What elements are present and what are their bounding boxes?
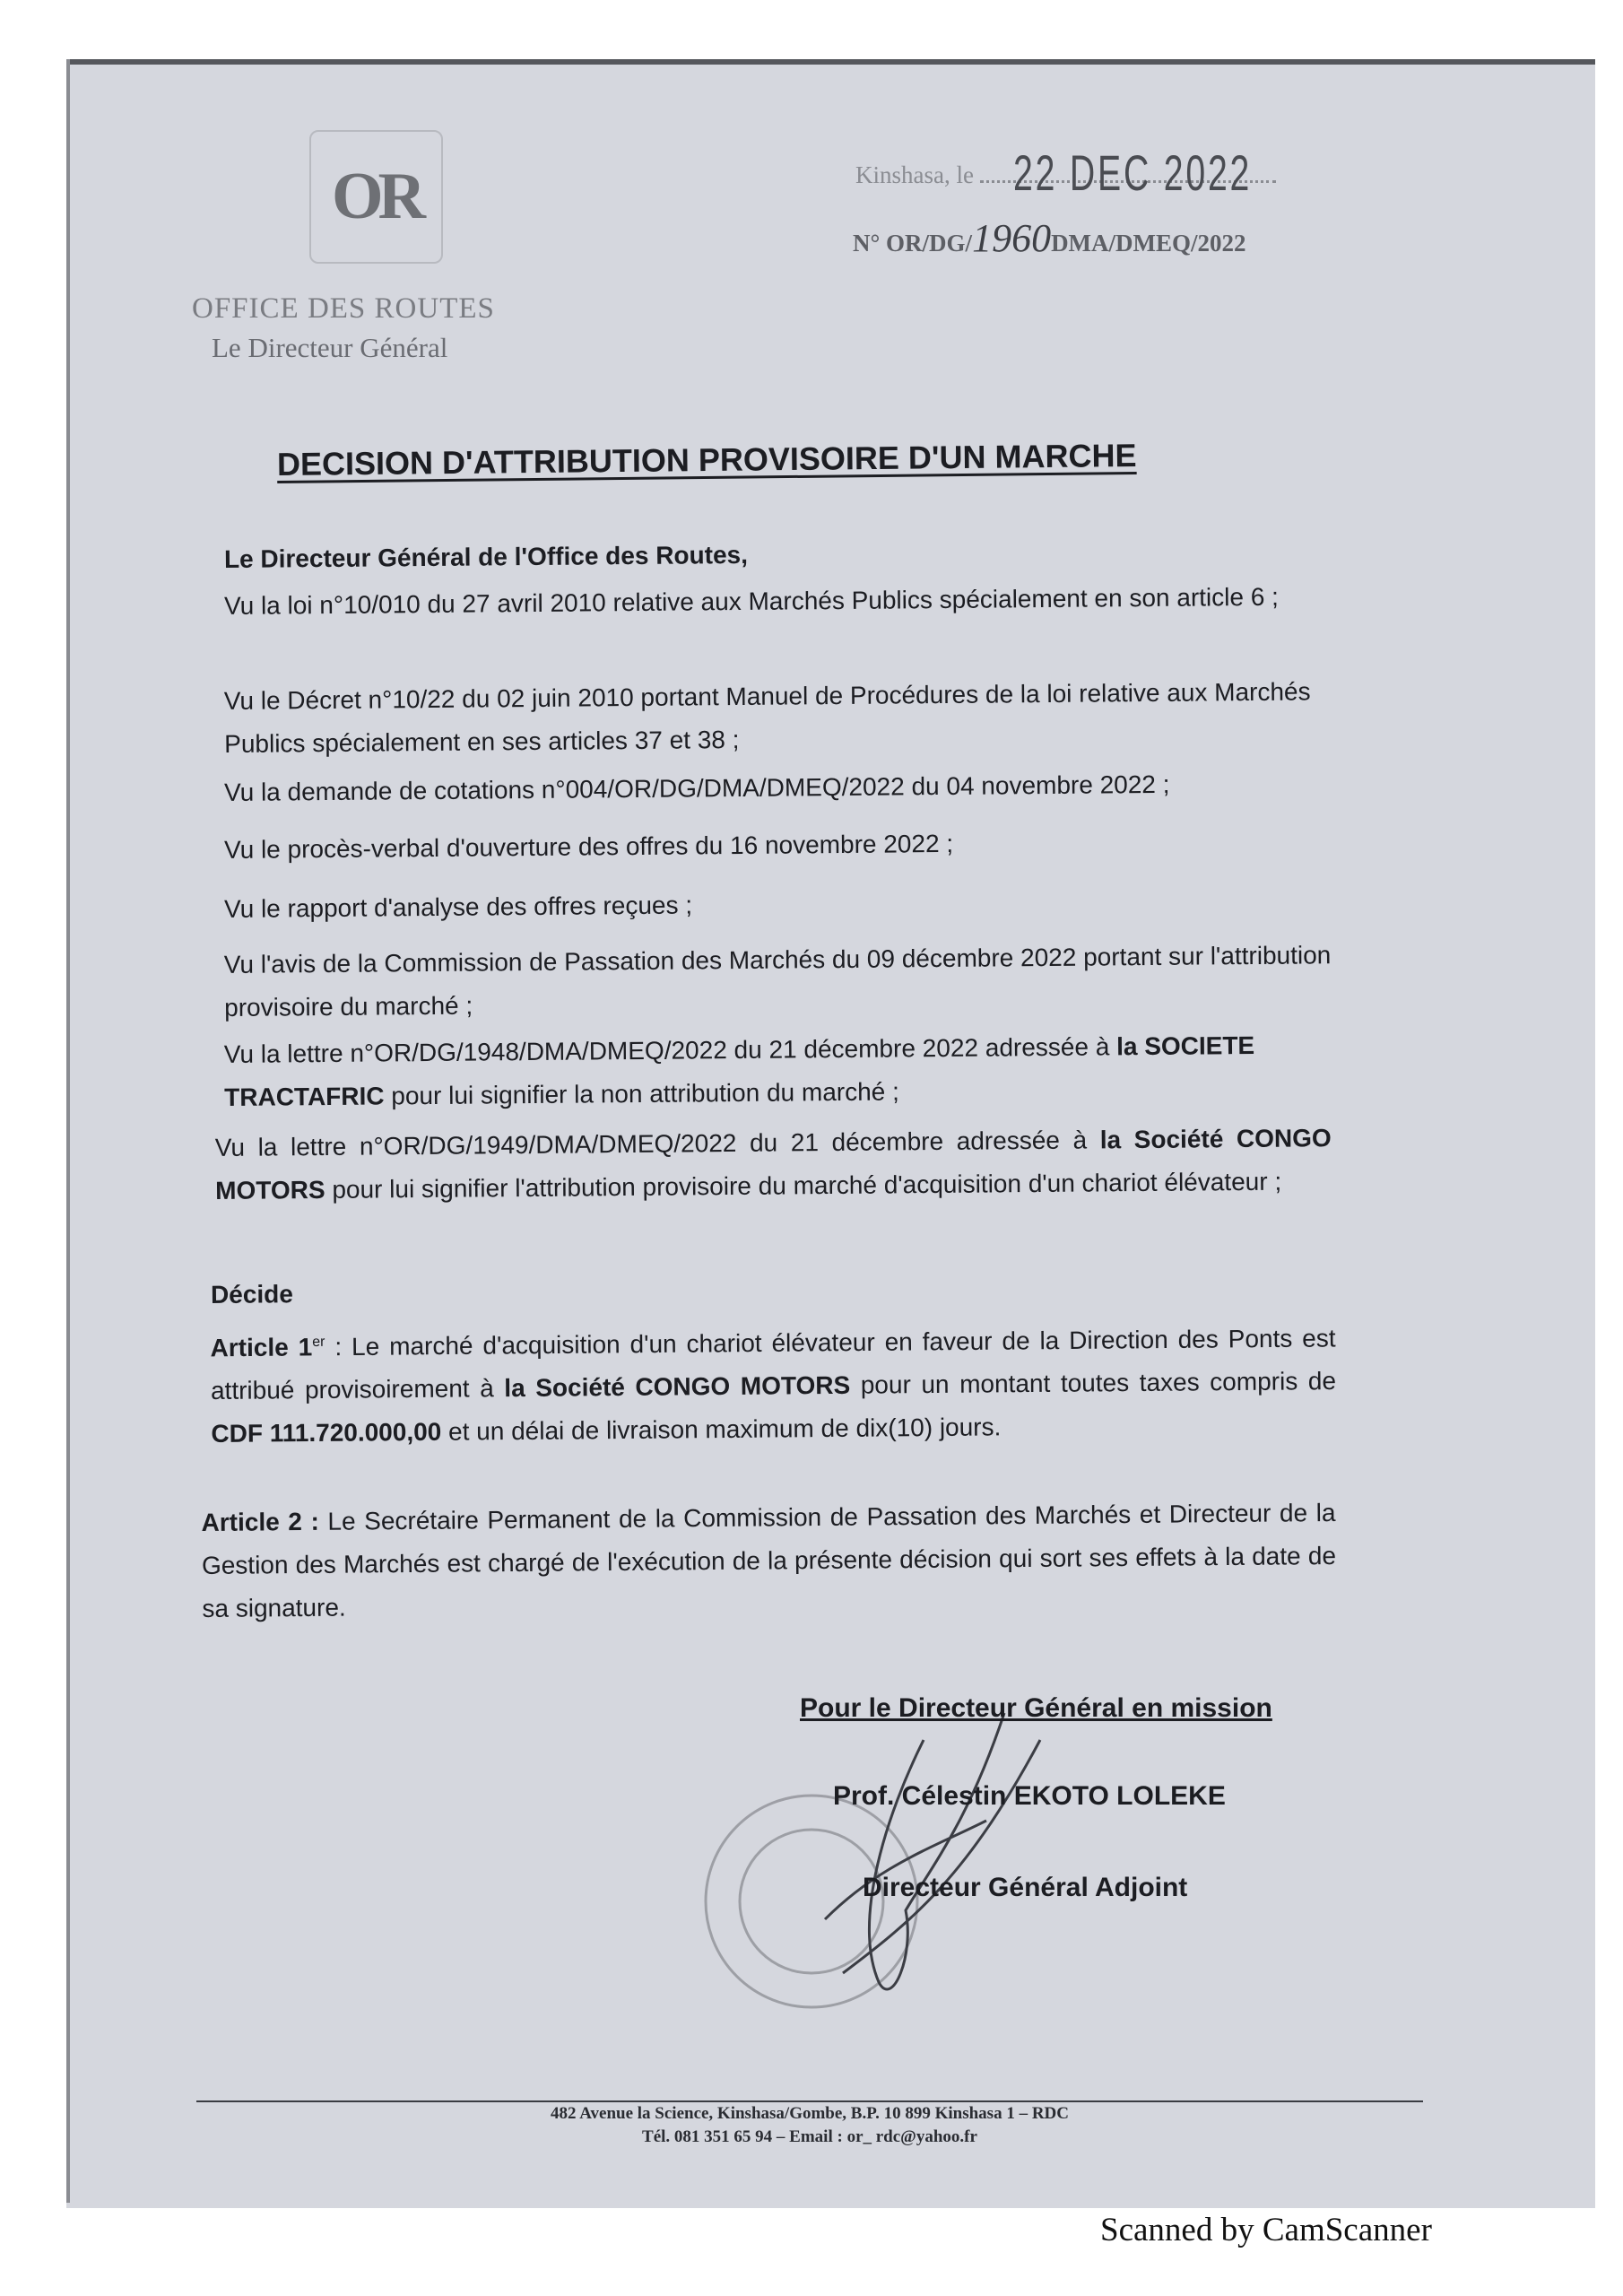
article1-sup: er [312, 1334, 325, 1351]
article1-company: la Société CONGO MOTORS [504, 1371, 851, 1403]
org-subtitle: Le Directeur Général [212, 332, 448, 363]
consideration-6: Vu l'avis de la Commission de Passation des Marchés du 09 décembre 2022 portant sur l'attribution provisoire du marché ; [223, 941, 1332, 1022]
article1-text3: et un délai de livraison maximum de dix(10) jours. [441, 1413, 1002, 1447]
letter2-company: la Société CONGO MOTORS [215, 1124, 1332, 1205]
consideration-1: Vu la loi n°10/010 du 27 avril 2010 relative aux Marchés Publics spécialement en son article 6 ; [223, 582, 1280, 620]
letter2-text: Vu la lettre n°OR/DG/1949/DMA/DMEQ/2022 du 21 décembre adressée à [214, 1126, 1100, 1162]
signature-for-line: Pour le Directeur Général en mission [800, 1693, 1272, 1723]
letter1-rest: pour lui signifier la non attribution du marché ; [384, 1077, 899, 1110]
handwritten-signature [825, 1713, 1040, 1989]
letter1-text: Vu la lettre n°OR/DG/1948/DMA/DMEQ/2022 du 21 décembre 2022 adressée à [223, 1032, 1117, 1069]
signatory-role: Directeur Général Adjoint [863, 1873, 1188, 1902]
ref-prefix: N° OR/DG/ [853, 230, 973, 257]
stamp-and-signature [699, 1686, 1202, 2027]
article1-text1: : Le marché d'acquisition d'un chariot élévateur en faveur de la Direction des Ponts est attribué provisoirement à [210, 1324, 1336, 1405]
office-des-routes-logo: OR [309, 130, 443, 264]
article1-amount: CDF 111.720.000,00 [211, 1418, 442, 1448]
letter2-rest: pour lui signifier l'attribution provisoire du marché d'acquisition d'un chariot élévateur ; [325, 1167, 1282, 1204]
camscanner-watermark: Scanned by CamScanner [1100, 2212, 1432, 2248]
org-name: OFFICE DES ROUTES [192, 292, 495, 325]
article1-text2: pour un montant toutes taxes compris de [850, 1367, 1337, 1400]
article1-label: Article 1 [210, 1333, 313, 1362]
consideration-letter-2 [215, 1117, 1332, 1213]
article2-label: Article 2 : [201, 1507, 319, 1537]
footer-divider [196, 2100, 1423, 2102]
footer-contact: Tél. 081 351 65 94 – Email : or_ rdc@yahoo.fr [642, 2127, 977, 2146]
article-1 [210, 1312, 1336, 1456]
ref-number-handwritten: 1960 [972, 216, 1052, 260]
consideration-4: Vu le procès-verbal d'ouverture des offres du 16 novembre 2022 ; [223, 829, 954, 864]
intro-line: Le Directeur Général de l'Office des Routes, [223, 540, 749, 573]
page-edge [66, 59, 70, 2203]
consideration-3: Vu la demande de cotations n°004/OR/DG/DMA/DMEQ/2022 du 04 novembre 2022 ; [223, 770, 1170, 806]
consideration-letter-1 [224, 1023, 1341, 1119]
decide-heading: Décide [210, 1280, 293, 1309]
reference-number [853, 215, 1246, 261]
document-title: DECISION D'ATTRIBUTION PROVISOIRE D'UN MARCHE [276, 436, 1137, 483]
ref-suffix: DMA/DMEQ/2022 [1051, 230, 1246, 257]
date-stamp: 22 DEC 2022 [1013, 144, 1253, 201]
signatory-name: Prof. Célestin EKOTO LOLEKE [833, 1781, 1226, 1811]
letter1-company: la SOCIETE TRACTAFRIC [224, 1031, 1255, 1111]
article2-text: Le Secrétaire Permanent de la Commission de Passation des Marchés et Directeur de la Gestion des Marchés est chargé de l'exécution de la présente décision qui sort ses effets à la date de sa signature. [201, 1498, 1337, 1622]
footer-address: 482 Avenue la Science, Kinshasa/Gombe, B.P. 10 899 Kinshasa 1 – RDC [551, 2104, 1069, 2123]
consideration-5: Vu le rapport d'analyse des offres reçues ; [223, 891, 693, 923]
article-2 [201, 1492, 1336, 1631]
consideration-2: Vu le Décret n°10/22 du 02 juin 2010 portant Manuel de Procédures de la loi relative aux Marchés Publics spécialement en ses articles 37 et 38 ; [223, 677, 1311, 758]
place-label: Kinshasa, le [855, 161, 974, 188]
